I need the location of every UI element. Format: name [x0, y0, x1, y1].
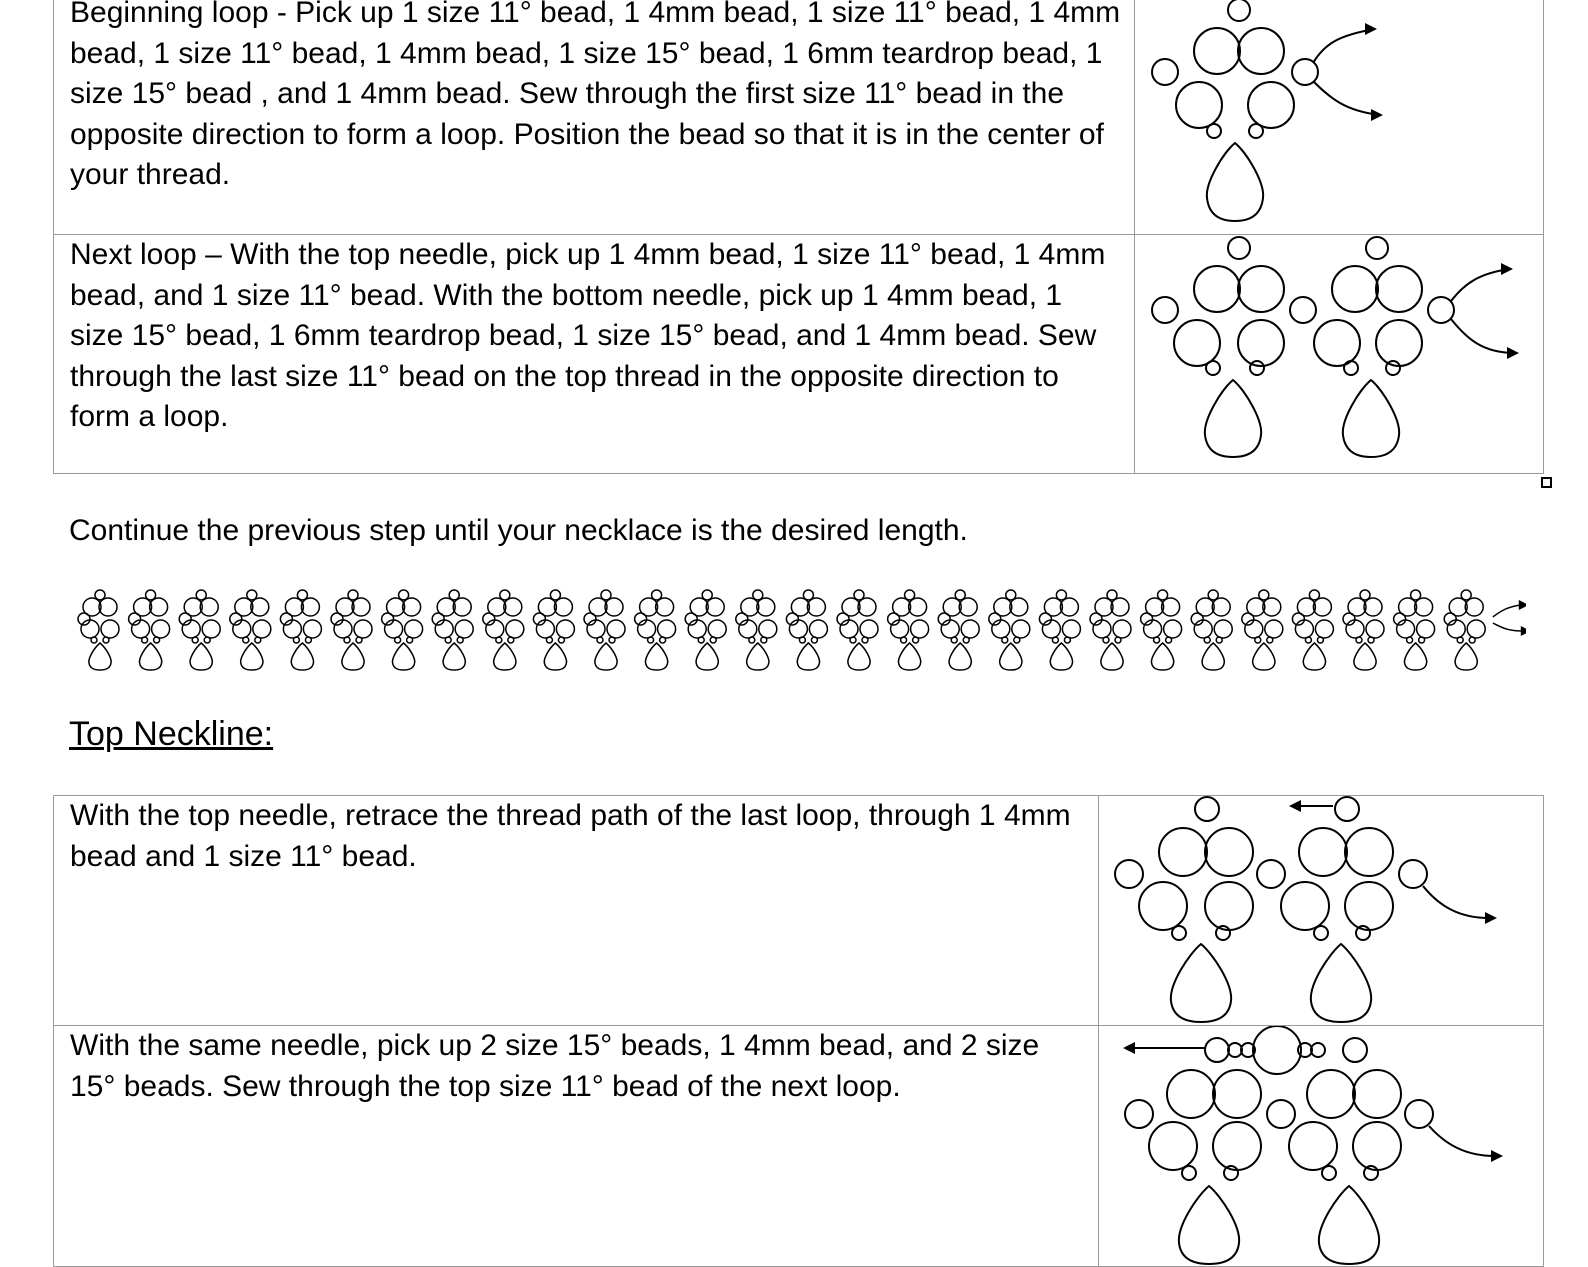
- step-text: Next loop – With the top needle, pick up 1 4mm bead, 1 size 11° bead, 1 4mm bead, and 1 size 11° bead. With the bottom needle, pick up 1 4mm bead, 1 size 15° bead, 1 6mm teardrop bead, 1 size 15° bead, and 1 4mm bead. Sew through the last size 11° bead on the top thread in the opposite direction to form a loop.: [70, 238, 1106, 433]
- necklace-loop: [584, 590, 625, 670]
- instructions-table-1: [53, 0, 1544, 474]
- necklace-loop: [888, 590, 929, 670]
- step-text: With the same needle, pick up 2 size 15° beads, 1 4mm bead, and 2 size 15° beads. Sew through the top size 11° bead of the next loop.: [70, 1029, 1040, 1103]
- necklace-strip-diagram: [66, 585, 1526, 675]
- strip-end-arrows: [1493, 600, 1526, 636]
- necklace-loop: [989, 590, 1030, 670]
- necklace-loop: [129, 590, 170, 670]
- necklace-loop: [685, 590, 726, 670]
- continue-instruction: Continue the previous step until your necklace is the desired length.: [69, 514, 968, 547]
- necklace-loop: [382, 590, 423, 670]
- step-diagram-cell: [1099, 796, 1544, 1026]
- necklace-loop: [635, 590, 676, 670]
- necklace-loop: [1394, 590, 1435, 670]
- step-text-cell: [54, 0, 1135, 235]
- necklace-loop: [1292, 590, 1333, 670]
- section-heading: Top Neckline:: [69, 715, 274, 753]
- necklace-loop: [1343, 590, 1384, 670]
- table-row: [54, 1026, 1544, 1267]
- step-diagram-cell: [1099, 1026, 1544, 1267]
- table-row: [54, 796, 1544, 1026]
- necklace-loop: [1444, 590, 1485, 670]
- necklace-loop: [1141, 590, 1182, 670]
- step-text-cell: [54, 796, 1099, 1026]
- necklace-loop: [736, 590, 777, 670]
- necklace-loop: [483, 590, 524, 670]
- instructions-table-2: [53, 795, 1544, 1267]
- necklace-loop: [432, 590, 473, 670]
- step-diagram-cell: [1135, 0, 1544, 235]
- table-resize-handle[interactable]: [1541, 477, 1552, 488]
- step-text-cell: [54, 235, 1135, 474]
- step-text-cell: [54, 1026, 1099, 1267]
- necklace-loop: [78, 590, 119, 670]
- table-row: [54, 0, 1544, 235]
- necklace-loop: [1090, 590, 1131, 670]
- neckline-diagram-icon: [1099, 1026, 1543, 1266]
- necklace-loop: [938, 590, 979, 670]
- necklace-loop: [230, 590, 271, 670]
- two-loop-diagram-icon: [1135, 235, 1543, 473]
- step-diagram-cell: [1135, 235, 1544, 474]
- retrace-diagram-icon: [1099, 796, 1543, 1025]
- necklace-loop: [533, 590, 574, 670]
- table-row: [54, 235, 1544, 474]
- step-text: With the top needle, retrace the thread path of the last loop, through 1 4mm bead and 1 size 11° bead.: [70, 799, 1071, 873]
- single-loop-diagram-icon: [1135, 0, 1543, 233]
- necklace-loop: [1039, 590, 1080, 670]
- necklace-loop: [280, 590, 321, 670]
- necklace-loop: [179, 590, 220, 670]
- necklace-loop: [837, 590, 878, 670]
- necklace-loop: [1191, 590, 1232, 670]
- necklace-loop: [1242, 590, 1283, 670]
- step-text: Beginning loop - Pick up 1 size 11° bead, 1 4mm bead, 1 size 11° bead, 1 4mm bead, 1 size 11° bead, 1 4mm bead, 1 size 15° bead, 1 6mm teardrop bead, 1 size 15° bead , and 1 4mm bead. Sew through the first size 11° bead in the opposite direction to form a loop. Position the bead so that it is in the center of your thread.: [70, 0, 1121, 191]
- necklace-loop: [786, 590, 827, 670]
- necklace-loop: [331, 590, 372, 670]
